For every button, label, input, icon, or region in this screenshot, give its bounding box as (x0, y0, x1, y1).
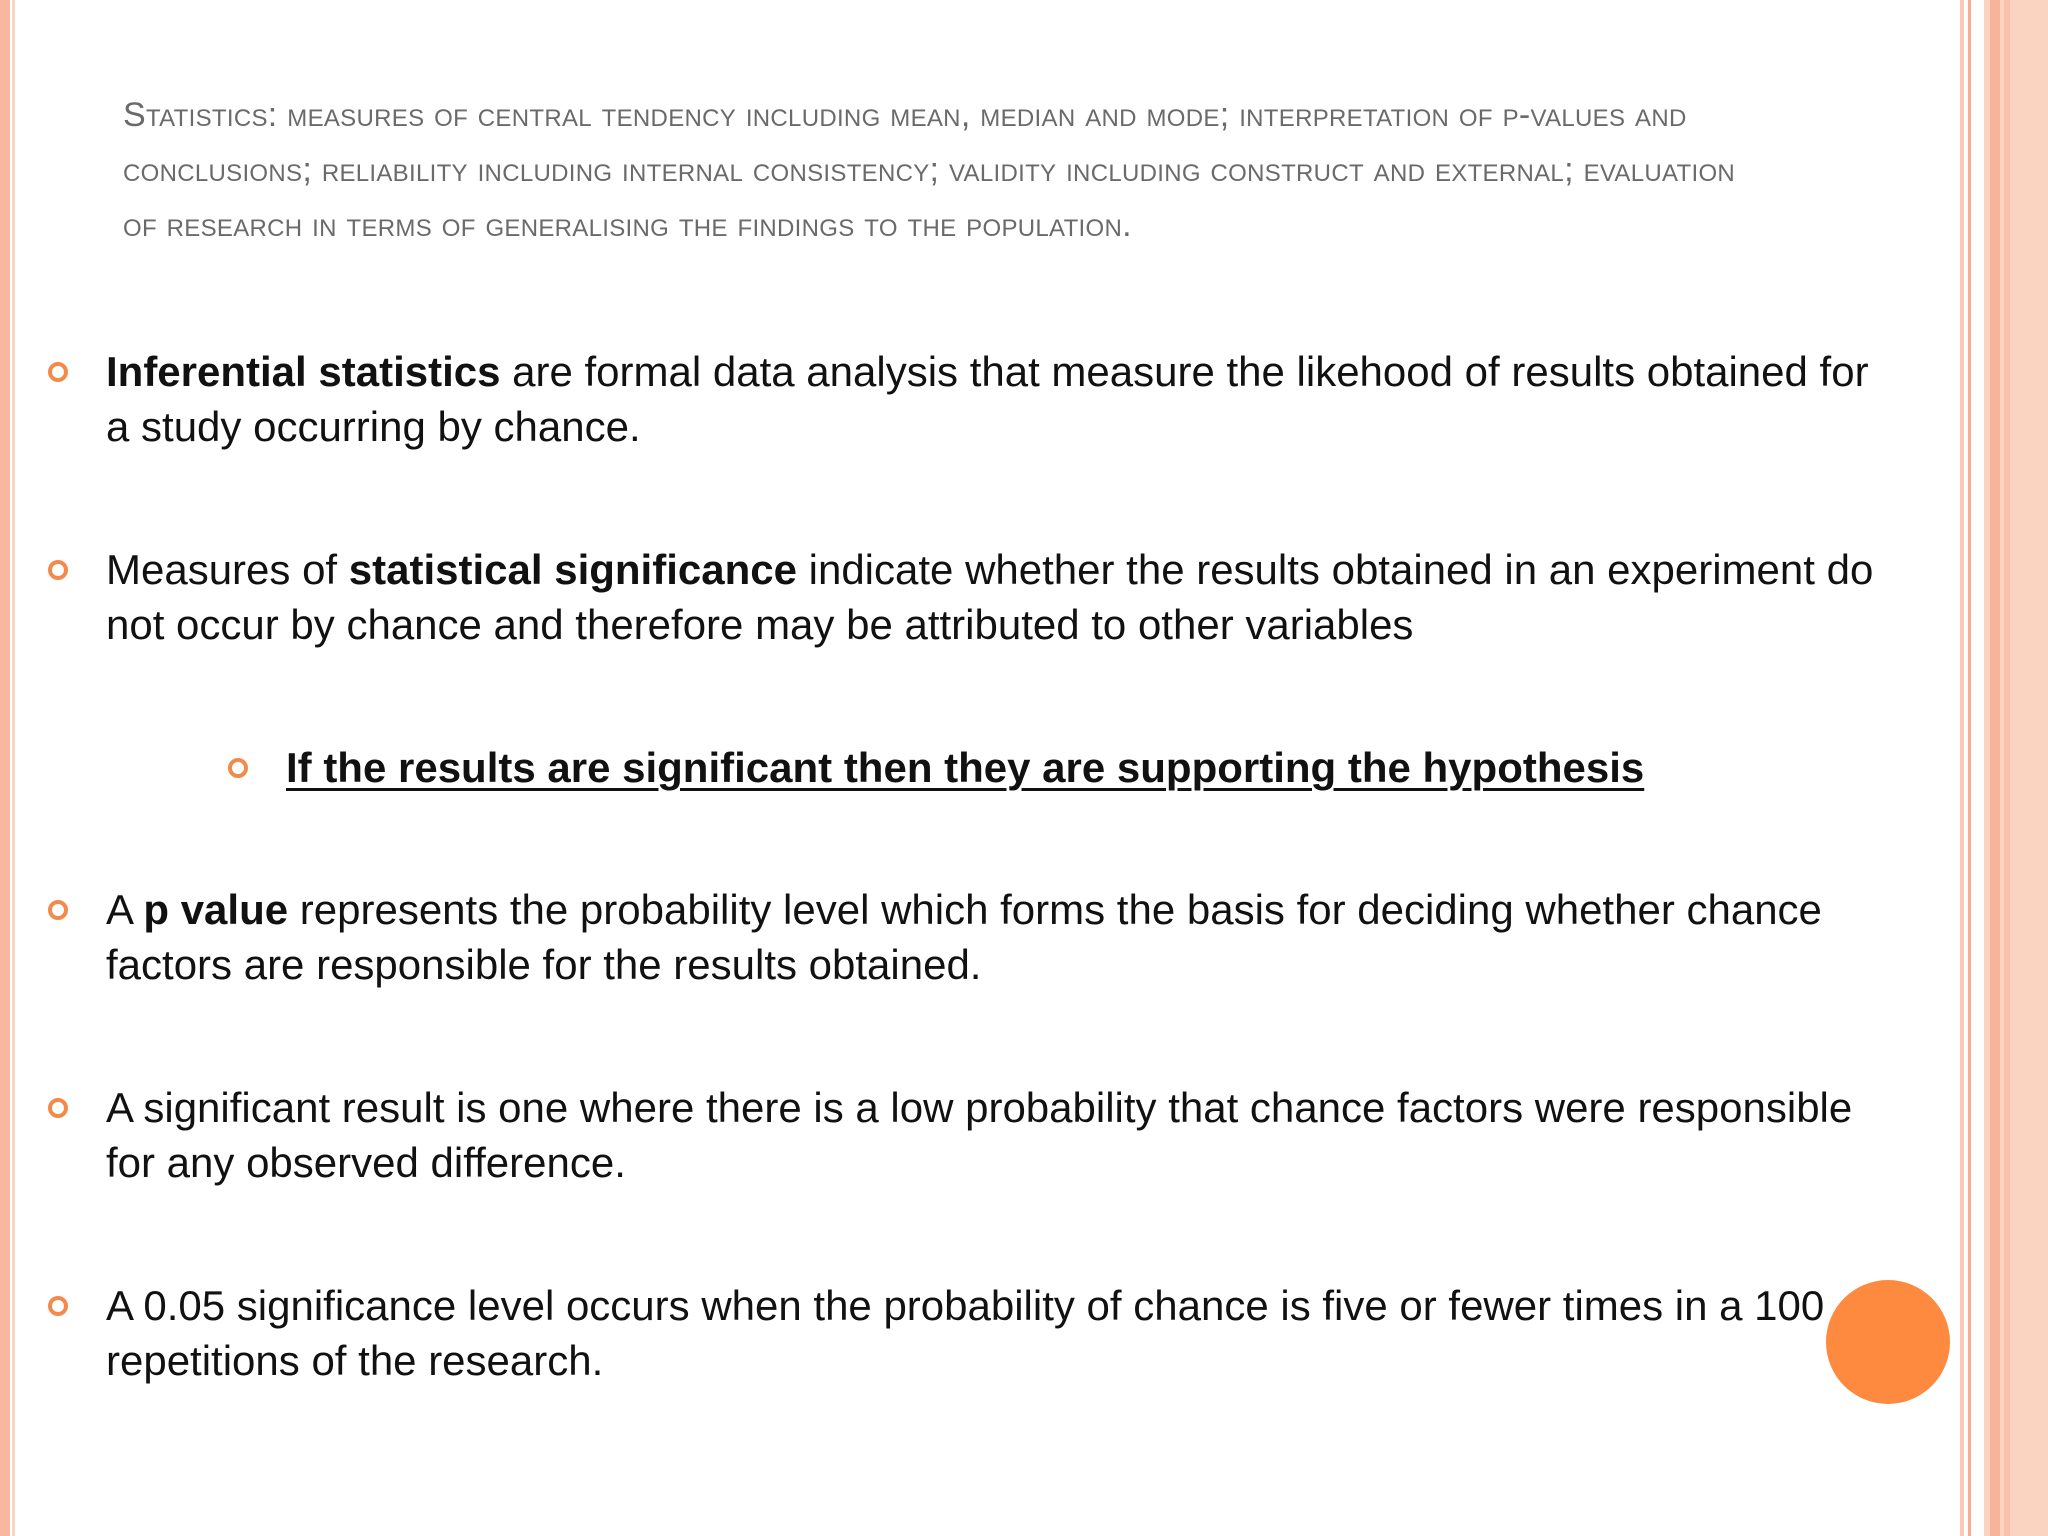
right-border-line (1960, 0, 1964, 1536)
bullet-text: are formal data analysis that measure the likehood of results obtained for a study occurring by chance. (106, 348, 1869, 450)
bullet-circle-icon (48, 1098, 68, 1118)
left-border (0, 0, 10, 1536)
bullet-text: indicate whether the results obtained in an experiment do not occur by chance and therefore may be attributed to other variables (106, 546, 1874, 648)
slide-title: Statistics: measures of central tendency including mean, median and mode; interpretation of p-values and conclusions; reliability including internal consistency; validity including construct and external; evaluation of research in terms of generalising the findings to the population. (123, 96, 1736, 244)
bullet-circle-icon (48, 1296, 68, 1316)
bullet-circle-icon (48, 362, 68, 382)
bullet-text: Measures of (106, 546, 349, 593)
bullet-item (106, 344, 1876, 454)
bullet-text: A 0.05 significance level occurs when the probability of chance is five or fewer times in a 100 repetitions of the research. (106, 1282, 1825, 1384)
bullet-circle-icon (48, 900, 68, 920)
bullet-bold-text: statistical significance (348, 546, 797, 593)
left-border-inner (12, 0, 15, 1536)
bullet-text: A (106, 886, 144, 933)
bullet-item (106, 1278, 1876, 1388)
sub-bullet-item (286, 740, 1644, 795)
right-border-stripe-2 (2004, 0, 2010, 1536)
bullet-bold-text: Inferential statistics (106, 348, 501, 395)
right-border-line-2 (1968, 0, 1971, 1536)
bullet-item (106, 882, 1876, 992)
bullet-item (106, 542, 1876, 652)
bullet-circle-icon (48, 560, 68, 580)
bullet-bold-text: p value (143, 886, 289, 933)
sub-bullet-text: If the results are significant then they are supporting the hypothesis (286, 744, 1645, 791)
bullet-item (106, 1080, 1876, 1190)
bullet-text: represents the probability level which forms the basis for deciding whether chance factors are responsible for the results obtained. (106, 886, 1822, 988)
right-border-stripe (1990, 0, 2000, 1536)
bullet-text: A significant result is one where there is a low probability that chance factors were responsible for any observed difference. (106, 1084, 1853, 1186)
bullet-circle-icon (228, 758, 248, 778)
